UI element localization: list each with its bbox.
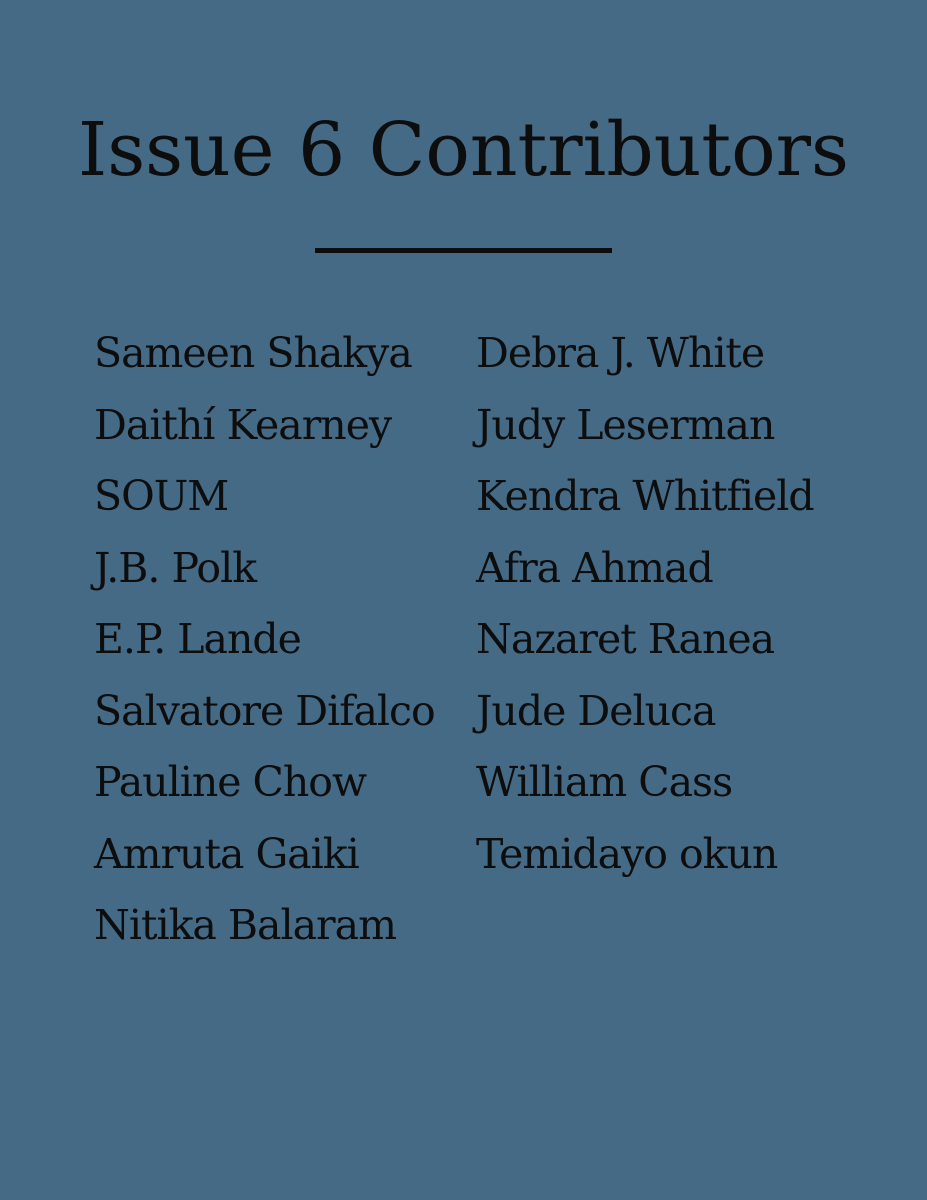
contributor-name: Salvatore Difalco [94,686,435,735]
contributor-name: Debra J. White [476,329,765,377]
contributor-name: Afra Ahmad [476,543,713,592]
contributor-name: Nazaret Ranea [476,615,775,663]
contributor-name: Judy Leserman [476,400,775,449]
contributor-name: Temidayo okun [476,829,778,878]
contributor-name: Amruta Gaiki [94,829,359,878]
title-divider [315,248,612,253]
contributor-name: E.P. Lande [94,615,301,663]
contributors-left-column [94,318,435,962]
contributor-name: Sameen Shakya [94,329,412,377]
contributor-name: Pauline Chow [94,758,367,806]
contributor-name: SOUM [94,472,229,520]
contributor-name: Kendra Whitfield [476,472,814,520]
page-title: Issue 6 Contributors [77,107,850,193]
contributor-name: J.B. Polk [94,543,257,592]
contributor-name: William Cass [476,758,733,806]
contributor-name: Nitika Balaram [94,901,396,949]
contributor-name: Jude Deluca [476,686,716,735]
contributor-name: Daithí Kearney [94,400,392,449]
contributors-right-column [476,318,814,890]
